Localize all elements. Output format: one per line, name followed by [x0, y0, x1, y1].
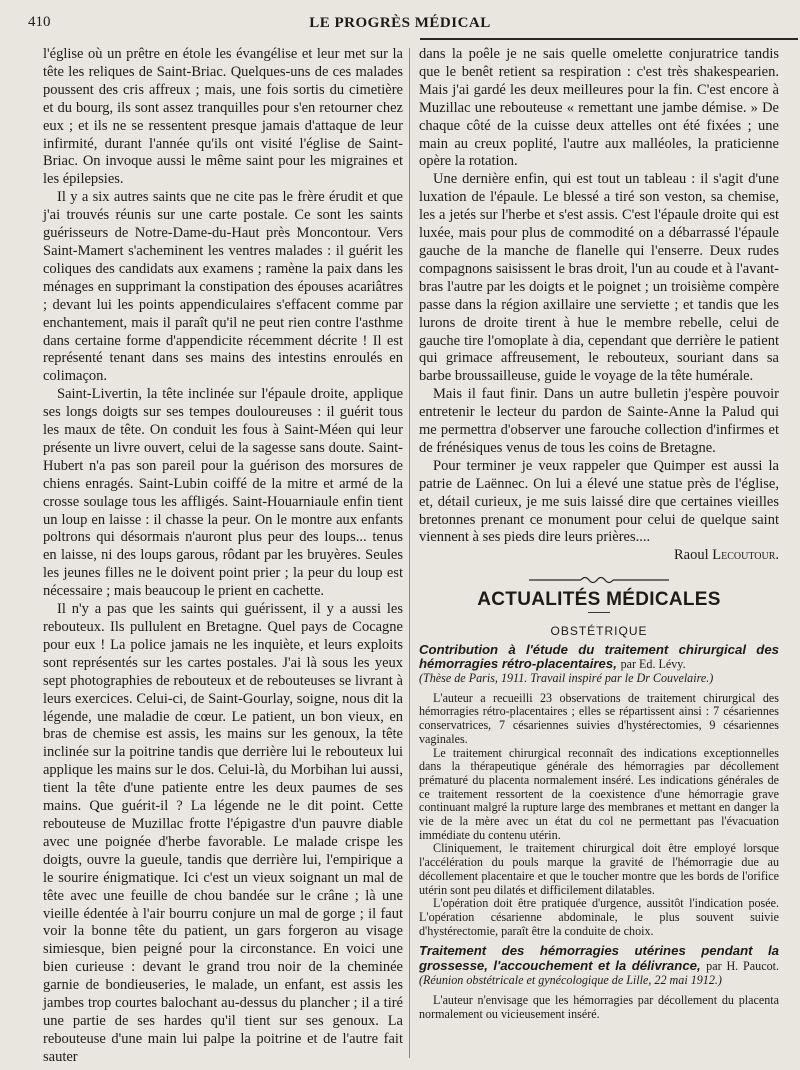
paragraph: Il y a six autres saints que ne cite pas le frère érudit et que j'ai trouvés réunis sur une carte postale. Ce sont les saints guérisseurs de Notre-Dame-du-Haut près Moncontour. Vers Saint-Mamert s'acheminent les ventres malades : il guérit les coliques des candidats aux examens ; ramène la paix dans les ménages en supprimant la constipation des épouses acariâtres ; devant lui les points appendiculaires s'effacent comme par enchantement, mais il paraît qu'il ne peut rien contre l'asthme dans certaine forme d'appendicite récemment décrite ! Il est représenté tenant dans ses mains des intestins enroulés en colimaçon. — [43, 189, 403, 385]
paragraph: l'église où un prêtre en étole les évangélise et leur met sur la tête les reliques de Saint-Briac. Quelques-uns de ces malades poussent des cris affreux ; mais, une fois sortis du cimetière et du bourg, ils sont assez tranquilles pour s'en retourner chez eux ; et ils ne se ressentent presque jamais d'attaque de leur infirmité, durant l'année qu'ils ont visité l'église de Saint-Briac. On invoque aussi le même saint pour les migraines et les épilepsies. — [43, 46, 403, 188]
paragraph: dans la poêle je ne sais quelle omelette conjuratrice tandis que le benêt retient sa respiration : c'est très shakespearien. Mais j'ai gardé les deux meilleures pour la fin. C'est encore à Muzillac une rebouteuse « remettant une jambe démise. » De chaque côté de la cuisse deux attelles ont été fixées ; une main au creux poplité, l'autre aux malléoles, la praticienne opère la rotation. — [419, 46, 779, 170]
paragraph: Pour terminer je veux rappeler que Quimper est aussi la patrie de Laënnec. On lui a élevé une statue près de l'église, et, détail curieux, je me suis laissé dire que certaines vieilles bretonnes prenant ce monument pour celui de quelque saint viennent à ses pieds dire leurs prières.... — [419, 457, 779, 546]
paragraph: Il n'y a pas que les saints qui guérissent, il y a aussi les rebouteux. Ils pullulent en Bretagne. Quel pays de Cocagne pour eux ! La police jamais ne les inquiète, et leurs exploits sont représentés sur les cartes postales. J'ai là sous les yeux sept photographies de rebouteux et de rebouteuses se livrant à leurs exercices. Celui-ci, de Saint-Gourlay, soigne, nous dit la légende, une maladie de cœur. Le patient, un bon vieux, en bras de chemise est assis, les mains sur les genoux, la tête inclinée sur la poitrine tandis que derrière lui le rebouteux lui applique les mains sur le dos. Celui-là, du Morbihan lui aussi, tient la tête d'une patiente entre les deux paumes de ses mains. Que guérit-il ? La légende ne le dit point. Cette rebouteuse de Muzillac frotte l'épigastre d'un pauvre diable avec une poignée d'herbe favorable. Le malade crispe les doigts, ouvre la gueule, tandis que derrière lui, l'empirique a le sourire énigmatique. Ici c'est un vieux soignant un mal de tête avec une feuille de chou bandée sur le crâne ; là une vieille édentée à l'air bourru conjure un mal de gorge ; il faut voir la bonne tête du patient, un gars forgeron au visage simiesque, bien peigné pour la circonstance. En voici une bien curieuse : devant le grand trou noir de la cheminée garnie de bondieuseries, le malade, un enfant, est assis les jambes trop courtes balochant au-dessus du plancher ; il a tiré une partie de ses hardes qu'il tient sur ses genoux. La rebouteuse d'une main lui palpe la poitrine et de l'autre fait sauter — [43, 601, 403, 1065]
signature-last-name: Lecoutour. — [712, 547, 779, 564]
article-title-text: Contribution à l'étude du traitement chirurgical des hémorragies rétro-placentaires, — [419, 642, 779, 672]
page-header — [0, 14, 800, 38]
article-title — [419, 944, 779, 988]
page-number: 410 — [28, 14, 51, 30]
signature-first-name: Raoul — [673, 547, 709, 564]
paragraph: Le traitement chirurgical reconnaît des indications exceptionnelles dans la thérapeutique générale des hémorragies par décollement prématuré du placenta normalement inséré. Les indications générales de ce traitement ressortent de la coexistence d'une hémorragie grave continuant malgré la rupture large des membranes et mettant en danger la vie de la mère avec un état du col ne permettant pas l'évacuation immédiate du contenu utérin. — [419, 745, 779, 842]
ornament-divider-icon — [529, 575, 669, 585]
article-author: par Ed. Lévy. — [620, 657, 686, 672]
article-source: (Thèse de Paris, 1911. Travail inspiré par le Dr Couvelaire.) — [419, 671, 714, 685]
paragraph: L'opération doit être pratiquée d'urgence, aussitôt l'indication posée. L'opération césarienne abdominale, le plus souvent suivie d'hystérectomie, paraît être la conduite de choix. — [419, 896, 779, 938]
header-rule — [420, 38, 798, 40]
article — [419, 643, 779, 938]
paragraph: L'auteur a recueilli 23 observations de traitement chirurgical des hémorragies rétro-placentaires ; elles se répartissent ainsi : 7 césariennes conservatrices, 7 césariennes suivies d'hystérectomies, 9 césariennes vaginales. — [419, 690, 779, 746]
article — [419, 944, 779, 1021]
article-source: (Réunion obstétricale et gynécologique de Lille, 22 mai 1912.) — [419, 973, 722, 988]
article-title-text: Traitement des hémorragies utérines pendant la grossesse, l'accouchement et la délivrance, — [419, 943, 779, 973]
left-column — [43, 46, 403, 1067]
paragraph: Saint-Livertin, la tête inclinée sur l'épaule droite, applique ses longs doigts sur ses tempes douloureuses : il guérit tous les maux de tête. On conduit les fous à Saint-Méen qui leur présente un livre ouvert, celui de la sagesse sans doute. Saint-Hubert n'a pas son pareil pour la guérison des morsures de chiens enragés. Saint-Lubin coiffé de la mitre et armé de la crosse soulage tous les affligés. Saint-Houarniaule enfin tient un loup en laisse : il chasse la peur. On le montre aux enfants poltrons qui désormais n'auront plus peur des loups... tenus en laisse, ni des loups garous, rôdant par les bruyères. Seules les jeunes filles ne le doivent point prier ; la peur du loup est nécessaire ; mais beaucoup le prient en cachette. — [43, 386, 403, 600]
journal-title: LE PROGRÈS MÉDICAL — [309, 15, 491, 31]
author-signature — [419, 547, 779, 565]
paragraph: Mais il faut finir. Dans un autre bulletin j'espère pouvoir entretenir le lecteur du pardon de Sainte-Anne la Palud qui me permettra d'observer une farouche collection d'infirmes et de frénésiques venus de tous les coins de Bretagne. — [419, 386, 779, 456]
article-author: par H. Paucot. — [706, 958, 779, 973]
paragraph: Une dernière enfin, qui est tout un tableau : il s'agit d'une luxation de l'épaule. Le blessé a tiré son veston, sa chemise, les a jetés sur l'herbe et s'est assis. C'est l'épaule droite qui est luxée, mais pour plus de commodité on a débarrassé l'épaule gauche de la manche de flanelle qui l'enserre. Deux rudes compagnons saisissent le bras droit, l'un au coude et à l'avant-bras l'autre par les doigts et le poignet ; un troisième compère passe dans la région axillaire une serviette ; et tandis que les lurons de droite tirent à hue le membre rebelle, celui de gauche tire l'omoplate à dia, cependant que derrière le patient qui grimace affreusement, le rebouteux, souriant dans sa barbe broussailleuse, guide le voyage de la tête humérale. — [419, 171, 779, 385]
paragraph: L'auteur n'envisage que les hémorragies par décollement du placenta normalement ou vicieusement inséré. — [419, 992, 779, 1021]
section-title: ACTUALITÉS MÉDICALES — [477, 589, 721, 611]
section-dash — [588, 612, 610, 613]
paragraph: Cliniquement, le traitement chirurgical doit être employé lorsque l'accélération du pouls marque la gravité de l'hémorragie due au décollement placentaire et que le toucher montre que les bords de l'orifice utérin sont peu dilatés et difficilement dilatables. — [419, 841, 779, 897]
article-title — [419, 643, 779, 672]
right-column — [419, 46, 779, 1021]
column-divider — [409, 48, 410, 1058]
subsection-title: OBSTÉTRIQUE — [550, 624, 648, 639]
